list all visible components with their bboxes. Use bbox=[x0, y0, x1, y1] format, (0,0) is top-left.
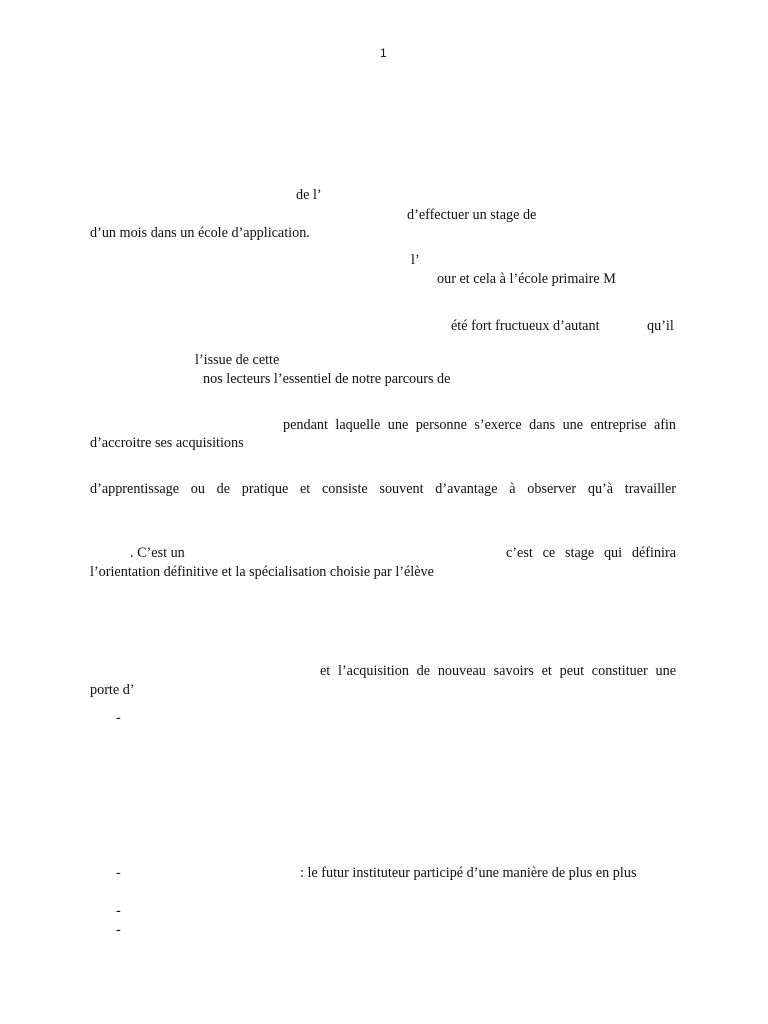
bullet-dash: - bbox=[116, 710, 121, 726]
page-number: 1 bbox=[380, 46, 387, 60]
text-line: . C’est un bbox=[130, 545, 185, 561]
bullet-dash: - bbox=[116, 865, 121, 881]
text-line: porte d’ bbox=[90, 682, 135, 698]
text-line: nos lecteurs l’essentiel de notre parcours de bbox=[203, 371, 451, 387]
text-line: pendant laquelle une personne s’exerce dans une entreprise afin bbox=[283, 417, 676, 433]
text-line: l’issue de cette bbox=[195, 352, 280, 368]
text-line: de l’ bbox=[296, 187, 322, 203]
bullet-dash: - bbox=[116, 903, 121, 919]
text-line: d’apprentissage ou de pratique et consiste souvent d’avantage à observer qu’à travailler bbox=[90, 481, 676, 497]
text-line: d’accroitre ses acquisitions bbox=[90, 435, 244, 451]
text-line: d’effectuer un stage de bbox=[407, 207, 537, 223]
text-line: our et cela à l’école primaire M bbox=[437, 271, 616, 287]
text-line: c’est ce stage qui définira bbox=[506, 545, 676, 561]
text-line: qu’il bbox=[647, 318, 674, 334]
text-line: et l’acquisition de nouveau savoirs et peut constituer une bbox=[320, 663, 676, 679]
text-line: l’orientation définitive et la spécialisation choisie par l’élève bbox=[90, 564, 434, 580]
bullet-dash: - bbox=[116, 922, 121, 938]
text-line: l’ bbox=[411, 252, 420, 268]
text-line: : le futur instituteur participé d’une manière de plus en plus bbox=[300, 865, 637, 881]
text-line: d’un mois dans un école d’application. bbox=[90, 225, 310, 241]
text-line: été fort fructueux d’autant bbox=[451, 318, 600, 334]
